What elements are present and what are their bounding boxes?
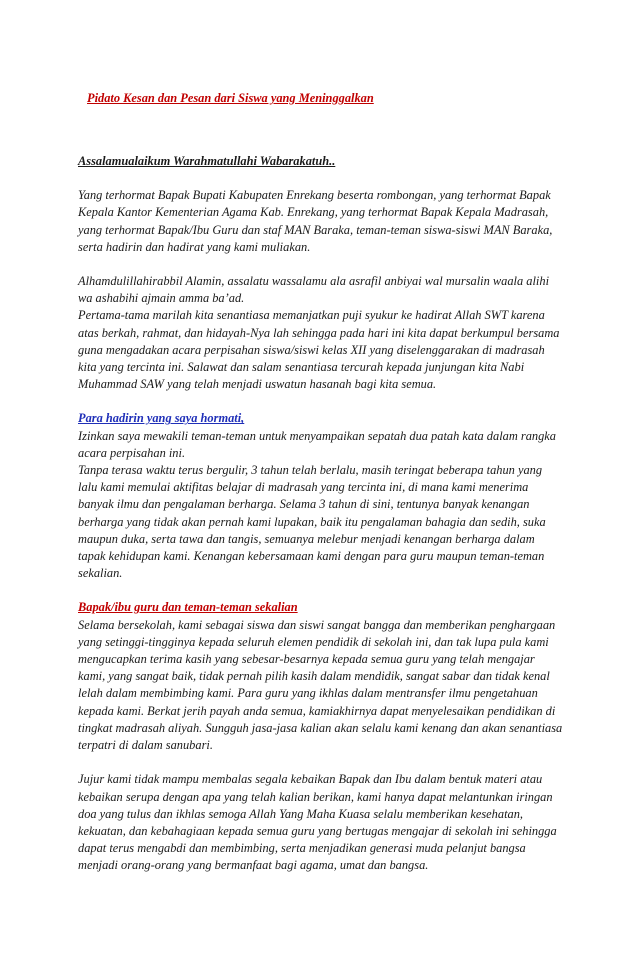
section-heading-guru: Bapak/ibu guru dan teman-teman sekalian [78,600,298,615]
thanks-paragraph: Selama bersekolah, kami sebagai siswa dan siswi sangat bangga dan memberikan penghargaan yang setinggi-tingginya kepada seluruh elemen pendidik di sekolah ini, dan tak lupa pula kami mengucapkan terima kasih yang sebesar-besarnya kepada semua guru yang telah mengajar kami, yang sangat baik, tidak pernah pilih kasih dalam mendidik, sangat sabar dan tidak kenal lelah dalam membimbing kami. Para guru yang ikhlas dalam mentransfer ilmu pengetahuan kepada kami. Berkat jerih payah anda semua, kamiakhirnya dapat menyelesaikan pendidikan di tingkat madrasah aliyah. Sungguh jasa-jasa kalian akan selalu kami kenang dan akan senantiasa terpatri di dalam sanubari. [78,617,563,753]
document-page [78,90,563,875]
greeting-paragraph: Yang terhormat Bapak Bupati Kabupaten Enrekang beserta rombongan, yang terhormat Bapak Kepala Kantor Kementerian Agama Kab. Enrekang, yang terhormat Bapak Kepala Madrasah, yang terhormat Bapak/Ibu Guru dan staf MAN Baraka, teman-teman siswa-siswi MAN Baraka, serta hadirin dan hadirat yang kami muliakan. [78,188,553,254]
intro-paragraph: Izinkan saya mewakili teman-teman untuk menyampaikan sepatah dua patah kata dalam rangka acara perpisahan ini. [78,428,556,460]
memories-paragraph: Tanpa terasa waktu terus bergulir, 3 tahun telah berlalu, masih teringat beberapa tahun yang lalu kami memulai aktifitas belajar di madrasah yang tercinta ini, di mana kami menerima banyak ilmu dan pengalaman berharga. Selama 3 tahun di sini, tentunya banyak kenangan berharga yang tidak akan pernah kami lupakan, baik itu pengalaman bahagia dan sedih, suka maupun duka, serta tawa dan tangis, semuanya melebur menjadi kenangan berharga dalam tapak kehidupan kami. Kenangan kebersamaan kami dengan para guru maupun teman-teman sekalian. [78,463,546,581]
document-title: Pidato Kesan dan Pesan dari Siswa yang Meninggalkan [87,91,374,105]
prayer-paragraph: Jujur kami tidak mampu membalas segala kebaikan Bapak dan Ibu dalam bentuk materi atau kebaikan serupa dengan apa yang telah kalian berikan, kami hanya dapat melantunkan iringan doa yang tulus dan ikhlas semoga Allah Yang Maha Kuasa selalu memberikan kesehatan, kekuatan, dan kebahagiaan kepada semua guru yang bertugas mengajar di sekolah ini sehingga dapat terus mengabdi dan membimbing, serta menjadikan generasi muda pelanjut bangsa menjadi orang-orang yang bermanfaat bagi agama, umat dan bangsa. [78,772,557,873]
opening-salam: Assalamualaikum Warahmatullahi Wabarakatuh.. [78,154,336,168]
section-heading-hadirin: Para hadirin yang saya hormati, [78,411,245,426]
hamdalah-paragraph: Alhamdulillahirabbil Alamin, assalatu wassalamu ala asrafil anbiyai wal mursalin waala alihi wa ashabihi ajmain amma ba’ad. [78,274,550,306]
gratitude-paragraph: Pertama-tama marilah kita senantiasa memanjatkan puji syukur ke hadirat Allah SWT karena atas berkah, rahmat, dan hidayah-Nya lah sehingga pada hari ini kita dapat berkumpul bersama guna mengadakan acara perpisahan siswa/siswi kelas XII yang diselenggarakan di madrasah kita yang tercinta ini. Salawat dan salam senantiasa tercurah kepada junjungan kita Nabi Muhammad SAW yang telah menjadi uswatun hasanah bagi kita semua. [78,308,560,392]
